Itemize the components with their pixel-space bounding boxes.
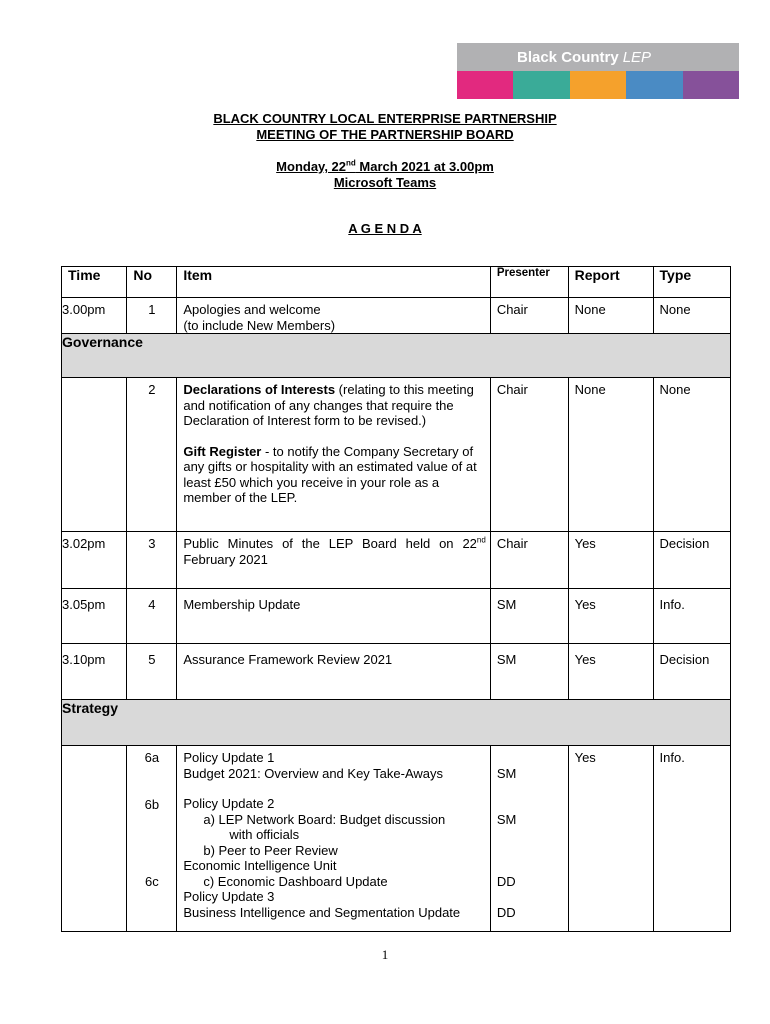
row6-report: Yes xyxy=(568,746,653,932)
black-country-lep-logo xyxy=(457,43,739,99)
row3-item-pre: Public Minutes of the LEP Board held on 22 xyxy=(183,536,477,551)
table-row xyxy=(62,532,731,589)
row3-item xyxy=(177,532,490,589)
row5-time: 3.10pm xyxy=(62,644,127,700)
policy-update-3: Policy Update 3 xyxy=(183,889,275,904)
page-number: 1 xyxy=(381,947,389,962)
row5-type: Decision xyxy=(653,644,730,700)
section-strategy: Strategy xyxy=(62,700,731,746)
logo-stripe-blue xyxy=(626,71,682,99)
header-no: No xyxy=(127,267,177,298)
section-governance: Governance xyxy=(62,334,731,378)
logo-stripe-orange xyxy=(570,71,626,99)
row1-no: 1 xyxy=(127,298,177,334)
lep-network-board-cont: with officials xyxy=(229,827,300,842)
policy-update-2: Policy Update 2 xyxy=(183,796,275,811)
header-item: Item xyxy=(177,267,490,298)
row6-presenter-3: DD xyxy=(496,874,516,889)
logo-color-stripes xyxy=(457,71,739,99)
row4-type: Info. xyxy=(653,589,730,644)
row5-item: Assurance Framework Review 2021 xyxy=(177,644,490,700)
date-suffix: March 2021 at 3.00pm xyxy=(355,159,494,174)
table-row xyxy=(62,644,731,700)
row2-time xyxy=(62,378,127,532)
business-intelligence: Business Intelligence and Segmentation Update xyxy=(183,904,461,920)
row4-item: Membership Update xyxy=(177,589,490,644)
date-prefix: Monday, 22 xyxy=(276,159,347,174)
row3-item-post: February 2021 xyxy=(183,551,268,567)
row3-time: 3.02pm xyxy=(62,532,127,589)
table-row xyxy=(62,378,731,532)
row5-no: 5 xyxy=(127,644,177,700)
logo-stripe-pink xyxy=(457,71,513,99)
row3-presenter: Chair xyxy=(490,532,568,589)
table-row xyxy=(62,298,731,334)
table-header-row xyxy=(62,267,731,298)
row2-presenter: Chair xyxy=(490,378,568,532)
meeting-date xyxy=(0,159,770,174)
row1-presenter: Chair xyxy=(490,298,568,334)
policy-update-1: Policy Update 1 xyxy=(183,750,275,765)
row6-no-c: 6c xyxy=(144,874,159,889)
row5-presenter: SM xyxy=(490,644,568,700)
row4-time: 3.05pm xyxy=(62,589,127,644)
gift-register-text: - to notify the Company Secretary of any gifts or hospitality with an estimated value of at least £50 which you receive in your role as a member of the LEP. xyxy=(183,443,477,505)
row1-item-line2: (to include New Members) xyxy=(183,317,336,333)
row1-time: 3.00pm xyxy=(62,298,127,334)
header-time: Time xyxy=(62,267,127,298)
lep-network-board: a) LEP Network Board: Budget discussion xyxy=(203,811,446,827)
title-line-2: MEETING OF THE PARTNERSHIP BOARD xyxy=(256,127,514,142)
budget-2021: Budget 2021: Overview and Key Take-Aways xyxy=(183,765,444,781)
row2-item xyxy=(177,378,490,532)
meeting-venue: Microsoft Teams xyxy=(333,175,437,190)
logo-banner xyxy=(457,43,739,71)
title-line-1: BLACK COUNTRY LOCAL ENTERPRISE PARTNERSHIP xyxy=(213,111,557,126)
header-presenter: Presenter xyxy=(490,267,568,298)
row5-report: Yes xyxy=(568,644,653,700)
date-sup: nd xyxy=(346,158,356,168)
row6-type: Info. xyxy=(653,746,730,932)
row2-type: None xyxy=(653,378,730,532)
row3-report: Yes xyxy=(568,532,653,589)
row6-item xyxy=(177,746,490,932)
logo-lep-text: LEP xyxy=(622,48,652,66)
economic-intelligence-unit: Economic Intelligence Unit xyxy=(183,858,337,873)
row6-presenter-2: SM xyxy=(496,812,517,827)
peer-review: b) Peer to Peer Review xyxy=(203,842,338,858)
row2-no: 2 xyxy=(127,378,177,532)
row6-time xyxy=(62,746,127,932)
row6-presenter-1: SM xyxy=(496,765,517,781)
row6-no-a: 6a xyxy=(144,750,160,765)
logo-stripe-purple xyxy=(683,71,739,99)
gift-register-paragraph xyxy=(183,444,485,506)
row1-item xyxy=(177,298,490,334)
declarations-title: Declarations of Interests xyxy=(183,382,336,397)
section-governance-row xyxy=(62,334,731,378)
section-strategy-row xyxy=(62,700,731,746)
logo-stripe-teal xyxy=(513,71,569,99)
row6-presenter-4: DD xyxy=(496,905,516,920)
row6-presenter xyxy=(490,746,568,932)
row1-item-line1: Apologies and welcome xyxy=(183,302,321,317)
row4-presenter: SM xyxy=(490,589,568,644)
table-row xyxy=(62,589,731,644)
logo-text: Black Country xyxy=(517,48,619,66)
agenda-heading: A G E N D A xyxy=(348,221,422,236)
header-type: Type xyxy=(653,267,730,298)
table-row xyxy=(62,746,731,932)
gift-register-title: Gift Register xyxy=(183,443,262,459)
row6-no-b: 6b xyxy=(144,796,160,812)
row1-report: None xyxy=(568,298,653,334)
economic-dashboard-update: c) Economic Dashboard Update xyxy=(203,873,388,889)
row3-type: Decision xyxy=(653,532,730,589)
row3-no: 3 xyxy=(127,532,177,589)
row4-no: 4 xyxy=(127,589,177,644)
row4-report: Yes xyxy=(568,589,653,644)
row3-item-sup: nd xyxy=(476,535,486,545)
header-report: Report xyxy=(568,267,653,298)
declarations-text: (relating to this meeting and notification of any changes that require the Declaration of Interest form to be revised.) xyxy=(183,382,474,428)
row2-report: None xyxy=(568,378,653,532)
agenda-table xyxy=(61,266,731,932)
row6-no xyxy=(127,746,177,932)
declarations-paragraph xyxy=(183,382,485,429)
row1-type: None xyxy=(653,298,730,334)
